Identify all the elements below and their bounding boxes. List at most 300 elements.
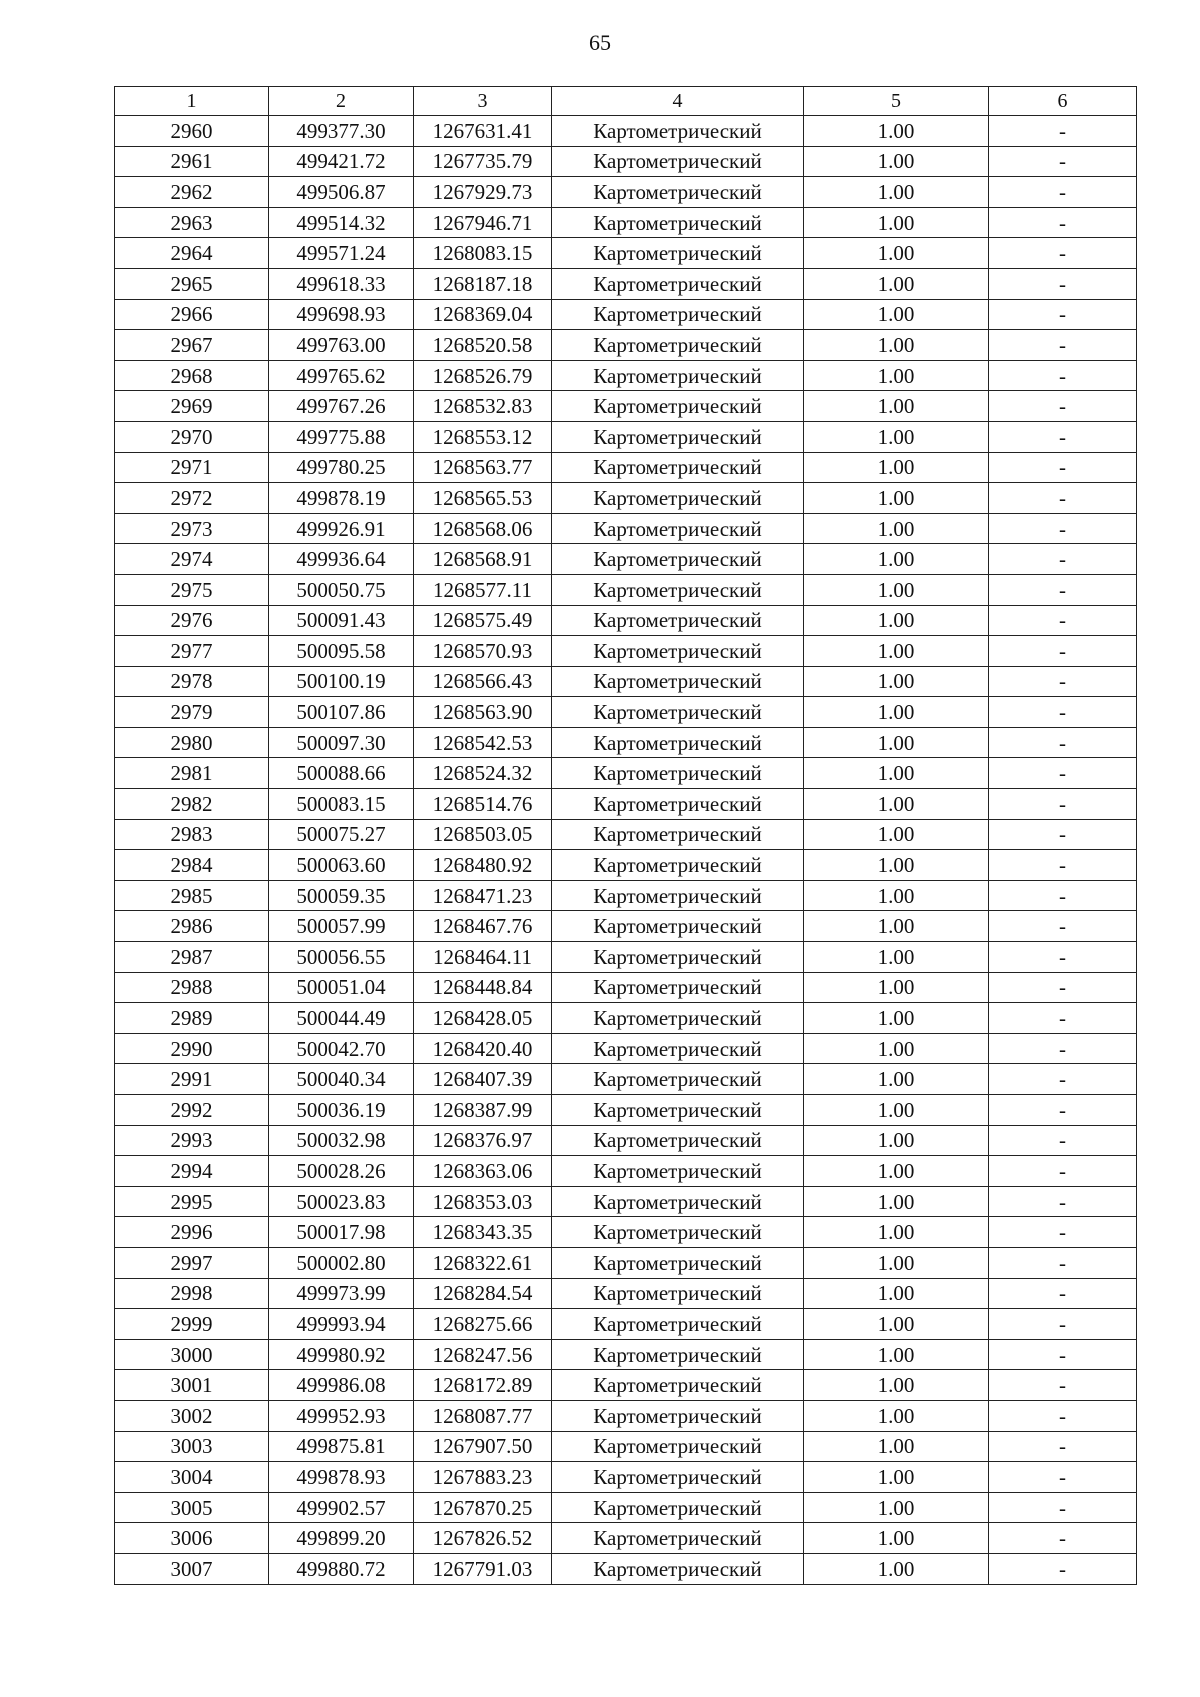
y-coordinate-cell: 1268524.32 bbox=[414, 758, 552, 789]
table-row bbox=[115, 1278, 1137, 1309]
table-row bbox=[115, 1523, 1137, 1554]
table-row bbox=[115, 1339, 1137, 1370]
note-cell: - bbox=[989, 1462, 1137, 1493]
x-coordinate-cell: 500091.43 bbox=[269, 605, 414, 636]
y-coordinate-cell: 1267946.71 bbox=[414, 207, 552, 238]
note-cell: - bbox=[989, 452, 1137, 483]
table-row bbox=[115, 789, 1137, 820]
point-number-cell: 3000 bbox=[115, 1339, 269, 1370]
x-coordinate-cell: 500042.70 bbox=[269, 1033, 414, 1064]
y-coordinate-cell: 1267631.41 bbox=[414, 116, 552, 147]
accuracy-cell: 1.00 bbox=[804, 1278, 989, 1309]
accuracy-cell: 1.00 bbox=[804, 1523, 989, 1554]
method-cell: Картометрический bbox=[552, 972, 804, 1003]
accuracy-cell: 1.00 bbox=[804, 605, 989, 636]
note-cell: - bbox=[989, 789, 1137, 820]
table-row bbox=[115, 544, 1137, 575]
method-cell: Картометрический bbox=[552, 207, 804, 238]
accuracy-cell: 1.00 bbox=[804, 207, 989, 238]
point-number-cell: 2966 bbox=[115, 299, 269, 330]
table-row bbox=[115, 513, 1137, 544]
table-row bbox=[115, 421, 1137, 452]
note-cell: - bbox=[989, 574, 1137, 605]
y-coordinate-cell: 1267870.25 bbox=[414, 1492, 552, 1523]
point-number-cell: 2974 bbox=[115, 544, 269, 575]
method-cell: Картометрический bbox=[552, 330, 804, 361]
method-cell: Картометрический bbox=[552, 1462, 804, 1493]
table-row bbox=[115, 1370, 1137, 1401]
accuracy-cell: 1.00 bbox=[804, 1247, 989, 1278]
point-number-cell: 2980 bbox=[115, 727, 269, 758]
point-number-cell: 2996 bbox=[115, 1217, 269, 1248]
accuracy-cell: 1.00 bbox=[804, 146, 989, 177]
note-cell: - bbox=[989, 911, 1137, 942]
table-row bbox=[115, 116, 1137, 147]
method-cell: Картометрический bbox=[552, 574, 804, 605]
accuracy-cell: 1.00 bbox=[804, 330, 989, 361]
point-number-cell: 2993 bbox=[115, 1125, 269, 1156]
table-row bbox=[115, 268, 1137, 299]
y-coordinate-cell: 1268172.89 bbox=[414, 1370, 552, 1401]
point-number-cell: 2961 bbox=[115, 146, 269, 177]
coordinates-table bbox=[114, 86, 1137, 1585]
table-header-row bbox=[115, 87, 1137, 116]
point-number-cell: 2978 bbox=[115, 666, 269, 697]
method-cell: Картометрический bbox=[552, 238, 804, 269]
accuracy-cell: 1.00 bbox=[804, 360, 989, 391]
method-cell: Картометрический bbox=[552, 513, 804, 544]
x-coordinate-cell: 499506.87 bbox=[269, 177, 414, 208]
y-coordinate-cell: 1267826.52 bbox=[414, 1523, 552, 1554]
y-coordinate-cell: 1268566.43 bbox=[414, 666, 552, 697]
accuracy-cell: 1.00 bbox=[804, 636, 989, 667]
x-coordinate-cell: 500023.83 bbox=[269, 1186, 414, 1217]
x-coordinate-cell: 499780.25 bbox=[269, 452, 414, 483]
point-number-cell: 2968 bbox=[115, 360, 269, 391]
method-cell: Картометрический bbox=[552, 268, 804, 299]
method-cell: Картометрический bbox=[552, 1125, 804, 1156]
table-row bbox=[115, 207, 1137, 238]
note-cell: - bbox=[989, 1370, 1137, 1401]
x-coordinate-cell: 499765.62 bbox=[269, 360, 414, 391]
method-cell: Картометрический bbox=[552, 1095, 804, 1126]
accuracy-cell: 1.00 bbox=[804, 391, 989, 422]
method-cell: Картометрический bbox=[552, 727, 804, 758]
point-number-cell: 3007 bbox=[115, 1553, 269, 1584]
table-row bbox=[115, 483, 1137, 514]
x-coordinate-cell: 500002.80 bbox=[269, 1247, 414, 1278]
accuracy-cell: 1.00 bbox=[804, 1186, 989, 1217]
note-cell: - bbox=[989, 942, 1137, 973]
point-number-cell: 2999 bbox=[115, 1309, 269, 1340]
x-coordinate-cell: 499698.93 bbox=[269, 299, 414, 330]
y-coordinate-cell: 1268568.91 bbox=[414, 544, 552, 575]
note-cell: - bbox=[989, 1339, 1137, 1370]
table-row bbox=[115, 238, 1137, 269]
table-row bbox=[115, 1064, 1137, 1095]
method-cell: Картометрический bbox=[552, 544, 804, 575]
y-coordinate-cell: 1268563.90 bbox=[414, 697, 552, 728]
point-number-cell: 2984 bbox=[115, 850, 269, 881]
y-coordinate-cell: 1268275.66 bbox=[414, 1309, 552, 1340]
point-number-cell: 3003 bbox=[115, 1431, 269, 1462]
accuracy-cell: 1.00 bbox=[804, 1339, 989, 1370]
note-cell: - bbox=[989, 758, 1137, 789]
point-number-cell: 2990 bbox=[115, 1033, 269, 1064]
accuracy-cell: 1.00 bbox=[804, 1095, 989, 1126]
note-cell: - bbox=[989, 207, 1137, 238]
method-cell: Картометрический bbox=[552, 177, 804, 208]
x-coordinate-cell: 499936.64 bbox=[269, 544, 414, 575]
table-row bbox=[115, 391, 1137, 422]
accuracy-cell: 1.00 bbox=[804, 850, 989, 881]
method-cell: Картометрический bbox=[552, 1339, 804, 1370]
y-coordinate-cell: 1268542.53 bbox=[414, 727, 552, 758]
method-cell: Картометрический bbox=[552, 605, 804, 636]
method-cell: Картометрический bbox=[552, 789, 804, 820]
method-cell: Картометрический bbox=[552, 1033, 804, 1064]
x-coordinate-cell: 499767.26 bbox=[269, 391, 414, 422]
point-number-cell: 2972 bbox=[115, 483, 269, 514]
point-number-cell: 2962 bbox=[115, 177, 269, 208]
note-cell: - bbox=[989, 972, 1137, 1003]
x-coordinate-cell: 500017.98 bbox=[269, 1217, 414, 1248]
point-number-cell: 2987 bbox=[115, 942, 269, 973]
accuracy-cell: 1.00 bbox=[804, 789, 989, 820]
accuracy-cell: 1.00 bbox=[804, 666, 989, 697]
x-coordinate-cell: 499763.00 bbox=[269, 330, 414, 361]
note-cell: - bbox=[989, 391, 1137, 422]
accuracy-cell: 1.00 bbox=[804, 513, 989, 544]
table-row bbox=[115, 636, 1137, 667]
note-cell: - bbox=[989, 666, 1137, 697]
method-cell: Картометрический bbox=[552, 483, 804, 514]
x-coordinate-cell: 499926.91 bbox=[269, 513, 414, 544]
method-cell: Картометрический bbox=[552, 299, 804, 330]
x-coordinate-cell: 499973.99 bbox=[269, 1278, 414, 1309]
column-header-3: 3 bbox=[414, 87, 552, 116]
x-coordinate-cell: 499902.57 bbox=[269, 1492, 414, 1523]
y-coordinate-cell: 1267907.50 bbox=[414, 1431, 552, 1462]
y-coordinate-cell: 1268448.84 bbox=[414, 972, 552, 1003]
method-cell: Картометрический bbox=[552, 942, 804, 973]
x-coordinate-cell: 499986.08 bbox=[269, 1370, 414, 1401]
table-row bbox=[115, 666, 1137, 697]
table-row bbox=[115, 605, 1137, 636]
y-coordinate-cell: 1268428.05 bbox=[414, 1003, 552, 1034]
note-cell: - bbox=[989, 727, 1137, 758]
x-coordinate-cell: 500036.19 bbox=[269, 1095, 414, 1126]
x-coordinate-cell: 500059.35 bbox=[269, 880, 414, 911]
x-coordinate-cell: 500044.49 bbox=[269, 1003, 414, 1034]
note-cell: - bbox=[989, 177, 1137, 208]
column-header-5: 5 bbox=[804, 87, 989, 116]
column-header-1: 1 bbox=[115, 87, 269, 116]
table-row bbox=[115, 1186, 1137, 1217]
point-number-cell: 2975 bbox=[115, 574, 269, 605]
y-coordinate-cell: 1268083.15 bbox=[414, 238, 552, 269]
y-coordinate-cell: 1268322.61 bbox=[414, 1247, 552, 1278]
point-number-cell: 2964 bbox=[115, 238, 269, 269]
y-coordinate-cell: 1268514.76 bbox=[414, 789, 552, 820]
method-cell: Картометрический bbox=[552, 1492, 804, 1523]
note-cell: - bbox=[989, 880, 1137, 911]
x-coordinate-cell: 499880.72 bbox=[269, 1553, 414, 1584]
note-cell: - bbox=[989, 513, 1137, 544]
point-number-cell: 2992 bbox=[115, 1095, 269, 1126]
method-cell: Картометрический bbox=[552, 146, 804, 177]
accuracy-cell: 1.00 bbox=[804, 544, 989, 575]
note-cell: - bbox=[989, 238, 1137, 269]
y-coordinate-cell: 1268369.04 bbox=[414, 299, 552, 330]
x-coordinate-cell: 499377.30 bbox=[269, 116, 414, 147]
method-cell: Картометрический bbox=[552, 1523, 804, 1554]
method-cell: Картометрический bbox=[552, 1431, 804, 1462]
point-number-cell: 2967 bbox=[115, 330, 269, 361]
note-cell: - bbox=[989, 1033, 1137, 1064]
method-cell: Картометрический bbox=[552, 1064, 804, 1095]
x-coordinate-cell: 499514.32 bbox=[269, 207, 414, 238]
accuracy-cell: 1.00 bbox=[804, 1400, 989, 1431]
point-number-cell: 2963 bbox=[115, 207, 269, 238]
x-coordinate-cell: 499571.24 bbox=[269, 238, 414, 269]
accuracy-cell: 1.00 bbox=[804, 268, 989, 299]
table-row bbox=[115, 911, 1137, 942]
point-number-cell: 2979 bbox=[115, 697, 269, 728]
x-coordinate-cell: 500056.55 bbox=[269, 942, 414, 973]
y-coordinate-cell: 1268563.77 bbox=[414, 452, 552, 483]
note-cell: - bbox=[989, 1309, 1137, 1340]
point-number-cell: 2960 bbox=[115, 116, 269, 147]
y-coordinate-cell: 1268570.93 bbox=[414, 636, 552, 667]
note-cell: - bbox=[989, 299, 1137, 330]
note-cell: - bbox=[989, 330, 1137, 361]
table-row bbox=[115, 1033, 1137, 1064]
accuracy-cell: 1.00 bbox=[804, 880, 989, 911]
note-cell: - bbox=[989, 1125, 1137, 1156]
accuracy-cell: 1.00 bbox=[804, 116, 989, 147]
point-number-cell: 3002 bbox=[115, 1400, 269, 1431]
method-cell: Картометрический bbox=[552, 1278, 804, 1309]
method-cell: Картометрический bbox=[552, 911, 804, 942]
point-number-cell: 2998 bbox=[115, 1278, 269, 1309]
table-row bbox=[115, 697, 1137, 728]
accuracy-cell: 1.00 bbox=[804, 452, 989, 483]
method-cell: Картометрический bbox=[552, 666, 804, 697]
point-number-cell: 2970 bbox=[115, 421, 269, 452]
y-coordinate-cell: 1267883.23 bbox=[414, 1462, 552, 1493]
note-cell: - bbox=[989, 636, 1137, 667]
y-coordinate-cell: 1268480.92 bbox=[414, 850, 552, 881]
x-coordinate-cell: 500097.30 bbox=[269, 727, 414, 758]
y-coordinate-cell: 1268353.03 bbox=[414, 1186, 552, 1217]
accuracy-cell: 1.00 bbox=[804, 177, 989, 208]
method-cell: Картометрический bbox=[552, 758, 804, 789]
y-coordinate-cell: 1268284.54 bbox=[414, 1278, 552, 1309]
x-coordinate-cell: 500095.58 bbox=[269, 636, 414, 667]
y-coordinate-cell: 1268420.40 bbox=[414, 1033, 552, 1064]
method-cell: Картометрический bbox=[552, 636, 804, 667]
y-coordinate-cell: 1268565.53 bbox=[414, 483, 552, 514]
note-cell: - bbox=[989, 605, 1137, 636]
point-number-cell: 3004 bbox=[115, 1462, 269, 1493]
note-cell: - bbox=[989, 544, 1137, 575]
method-cell: Картометрический bbox=[552, 116, 804, 147]
y-coordinate-cell: 1268526.79 bbox=[414, 360, 552, 391]
y-coordinate-cell: 1267791.03 bbox=[414, 1553, 552, 1584]
accuracy-cell: 1.00 bbox=[804, 1003, 989, 1034]
x-coordinate-cell: 499899.20 bbox=[269, 1523, 414, 1554]
method-cell: Картометрический bbox=[552, 1400, 804, 1431]
point-number-cell: 2988 bbox=[115, 972, 269, 1003]
table-row bbox=[115, 299, 1137, 330]
method-cell: Картометрический bbox=[552, 452, 804, 483]
accuracy-cell: 1.00 bbox=[804, 942, 989, 973]
y-coordinate-cell: 1267735.79 bbox=[414, 146, 552, 177]
column-header-6: 6 bbox=[989, 87, 1137, 116]
table-row bbox=[115, 360, 1137, 391]
page-number: 65 bbox=[589, 30, 611, 55]
method-cell: Картометрический bbox=[552, 697, 804, 728]
table-row bbox=[115, 1125, 1137, 1156]
table-row bbox=[115, 1095, 1137, 1126]
accuracy-cell: 1.00 bbox=[804, 972, 989, 1003]
method-cell: Картометрический bbox=[552, 1553, 804, 1584]
accuracy-cell: 1.00 bbox=[804, 1125, 989, 1156]
x-coordinate-cell: 499878.93 bbox=[269, 1462, 414, 1493]
point-number-cell: 2994 bbox=[115, 1156, 269, 1187]
note-cell: - bbox=[989, 1095, 1137, 1126]
note-cell: - bbox=[989, 1186, 1137, 1217]
x-coordinate-cell: 500050.75 bbox=[269, 574, 414, 605]
note-cell: - bbox=[989, 116, 1137, 147]
method-cell: Картометрический bbox=[552, 880, 804, 911]
x-coordinate-cell: 500040.34 bbox=[269, 1064, 414, 1095]
table-row bbox=[115, 177, 1137, 208]
y-coordinate-cell: 1268520.58 bbox=[414, 330, 552, 361]
column-header-4: 4 bbox=[552, 87, 804, 116]
accuracy-cell: 1.00 bbox=[804, 727, 989, 758]
point-number-cell: 2983 bbox=[115, 819, 269, 850]
note-cell: - bbox=[989, 483, 1137, 514]
y-coordinate-cell: 1268087.77 bbox=[414, 1400, 552, 1431]
note-cell: - bbox=[989, 146, 1137, 177]
table-row bbox=[115, 1156, 1137, 1187]
accuracy-cell: 1.00 bbox=[804, 1217, 989, 1248]
accuracy-cell: 1.00 bbox=[804, 1033, 989, 1064]
accuracy-cell: 1.00 bbox=[804, 299, 989, 330]
table-row bbox=[115, 146, 1137, 177]
y-coordinate-cell: 1268376.97 bbox=[414, 1125, 552, 1156]
table-row bbox=[115, 1400, 1137, 1431]
method-cell: Картометрический bbox=[552, 1186, 804, 1217]
x-coordinate-cell: 500083.15 bbox=[269, 789, 414, 820]
table-row bbox=[115, 1247, 1137, 1278]
note-cell: - bbox=[989, 1523, 1137, 1554]
note-cell: - bbox=[989, 1156, 1137, 1187]
method-cell: Картометрический bbox=[552, 391, 804, 422]
method-cell: Картометрический bbox=[552, 421, 804, 452]
table-row bbox=[115, 1492, 1137, 1523]
note-cell: - bbox=[989, 697, 1137, 728]
point-number-cell: 2982 bbox=[115, 789, 269, 820]
accuracy-cell: 1.00 bbox=[804, 483, 989, 514]
y-coordinate-cell: 1268247.56 bbox=[414, 1339, 552, 1370]
x-coordinate-cell: 499875.81 bbox=[269, 1431, 414, 1462]
accuracy-cell: 1.00 bbox=[804, 1309, 989, 1340]
accuracy-cell: 1.00 bbox=[804, 697, 989, 728]
x-coordinate-cell: 499421.72 bbox=[269, 146, 414, 177]
note-cell: - bbox=[989, 1217, 1137, 1248]
table-row bbox=[115, 452, 1137, 483]
table-body bbox=[115, 116, 1137, 1585]
accuracy-cell: 1.00 bbox=[804, 1462, 989, 1493]
y-coordinate-cell: 1268568.06 bbox=[414, 513, 552, 544]
table-row bbox=[115, 819, 1137, 850]
x-coordinate-cell: 500075.27 bbox=[269, 819, 414, 850]
point-number-cell: 3001 bbox=[115, 1370, 269, 1401]
method-cell: Картометрический bbox=[552, 1156, 804, 1187]
note-cell: - bbox=[989, 819, 1137, 850]
x-coordinate-cell: 500088.66 bbox=[269, 758, 414, 789]
x-coordinate-cell: 499775.88 bbox=[269, 421, 414, 452]
note-cell: - bbox=[989, 421, 1137, 452]
y-coordinate-cell: 1268464.11 bbox=[414, 942, 552, 973]
point-number-cell: 2986 bbox=[115, 911, 269, 942]
note-cell: - bbox=[989, 1431, 1137, 1462]
note-cell: - bbox=[989, 1064, 1137, 1095]
point-number-cell: 2989 bbox=[115, 1003, 269, 1034]
table-row bbox=[115, 880, 1137, 911]
accuracy-cell: 1.00 bbox=[804, 1064, 989, 1095]
y-coordinate-cell: 1268467.76 bbox=[414, 911, 552, 942]
x-coordinate-cell: 500032.98 bbox=[269, 1125, 414, 1156]
point-number-cell: 2997 bbox=[115, 1247, 269, 1278]
point-number-cell: 2973 bbox=[115, 513, 269, 544]
point-number-cell: 2965 bbox=[115, 268, 269, 299]
note-cell: - bbox=[989, 1400, 1137, 1431]
accuracy-cell: 1.00 bbox=[804, 911, 989, 942]
table-row bbox=[115, 1003, 1137, 1034]
point-number-cell: 2976 bbox=[115, 605, 269, 636]
method-cell: Картометрический bbox=[552, 1370, 804, 1401]
x-coordinate-cell: 500063.60 bbox=[269, 850, 414, 881]
table-row bbox=[115, 942, 1137, 973]
method-cell: Картометрический bbox=[552, 850, 804, 881]
x-coordinate-cell: 500057.99 bbox=[269, 911, 414, 942]
note-cell: - bbox=[989, 1247, 1137, 1278]
table-row bbox=[115, 1431, 1137, 1462]
y-coordinate-cell: 1268187.18 bbox=[414, 268, 552, 299]
accuracy-cell: 1.00 bbox=[804, 421, 989, 452]
note-cell: - bbox=[989, 360, 1137, 391]
x-coordinate-cell: 500028.26 bbox=[269, 1156, 414, 1187]
table-row bbox=[115, 727, 1137, 758]
point-number-cell: 2969 bbox=[115, 391, 269, 422]
accuracy-cell: 1.00 bbox=[804, 1553, 989, 1584]
x-coordinate-cell: 499980.92 bbox=[269, 1339, 414, 1370]
table-row bbox=[115, 758, 1137, 789]
y-coordinate-cell: 1268575.49 bbox=[414, 605, 552, 636]
y-coordinate-cell: 1268387.99 bbox=[414, 1095, 552, 1126]
x-coordinate-cell: 499618.33 bbox=[269, 268, 414, 299]
method-cell: Картометрический bbox=[552, 1247, 804, 1278]
note-cell: - bbox=[989, 1492, 1137, 1523]
note-cell: - bbox=[989, 1278, 1137, 1309]
table-row bbox=[115, 1553, 1137, 1584]
point-number-cell: 2995 bbox=[115, 1186, 269, 1217]
method-cell: Картометрический bbox=[552, 1003, 804, 1034]
